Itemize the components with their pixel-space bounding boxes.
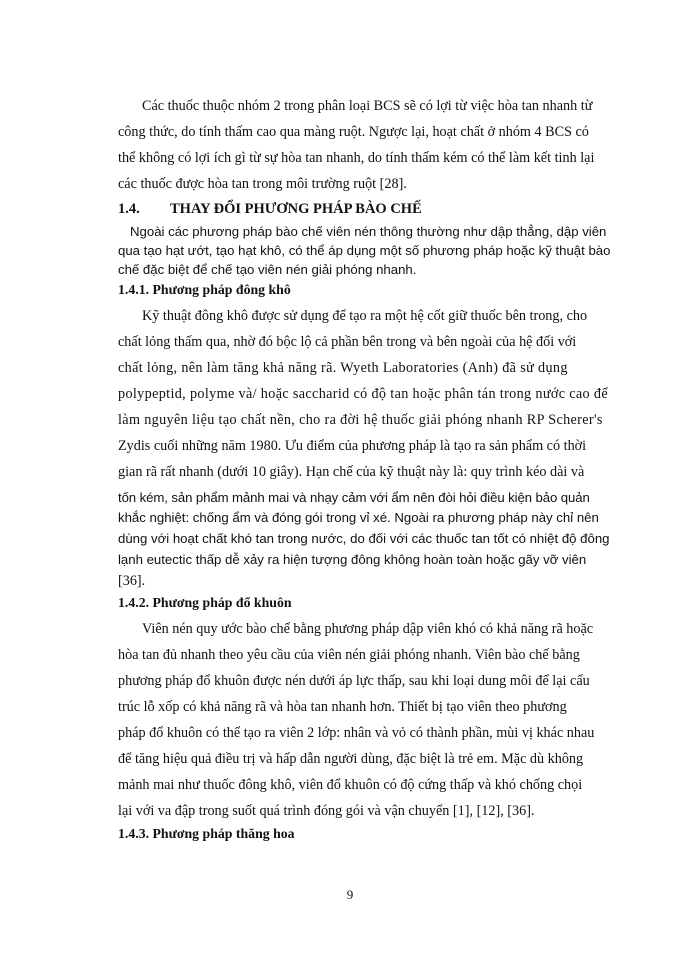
para3-line-10: dùng với hoạt chất khó tan trong nước, do đối với các thuốc tan tốt có nhiệt độ đông bbox=[118, 531, 610, 546]
section-heading-1-4-2: 1.4.2. Phương pháp đổ khuôn bbox=[118, 595, 292, 610]
para3-line-11: lạnh eutectic thấp dễ xảy ra hiện tượng đông không hoàn toàn hoặc gãy vỡ viên bbox=[118, 552, 587, 567]
para4-line-3: phương pháp đổ khuôn được nén dưới áp lực thấp, sau khi loại dung môi để lại cấu bbox=[118, 673, 590, 689]
para1-line-4: các thuốc được hòa tan trong môi trường ruột [28]. bbox=[118, 176, 407, 192]
section-number: 1.4. bbox=[118, 201, 140, 217]
para1-line-3: thể không có lợi ích gì từ sự hòa tan nhanh, do tính thấm kém có thể làm kết tinh lại bbox=[118, 150, 595, 166]
para4-line-5: pháp đổ khuôn có thể tạo ra viên 2 lớp: nhân và vỏ có thành phần, mùi vị khác nhau bbox=[118, 725, 595, 741]
para2-line-2: qua tạo hạt ướt, tạo hạt khô, có thể áp dụng một số phương pháp hoặc kỹ thuật bào bbox=[118, 243, 611, 258]
section-title: THAY ĐỔI PHƯƠNG PHÁP BÀO CHẾ bbox=[170, 201, 422, 217]
para2-line-3: chế đặc biệt để chế tạo viên nén giải phóng nhanh. bbox=[118, 262, 417, 277]
section-heading-1-4-3: 1.4.3. Phương pháp thăng hoa bbox=[118, 826, 295, 841]
para3-line-9: khắc nghiệt: chống ẩm và đóng gói trong vỉ xé. Ngoài ra phương pháp này chỉ nên bbox=[118, 510, 599, 525]
para4-line-6: để tăng hiệu quả điều trị và hấp dẫn người dùng, đặc biệt là trẻ em. Mặc dù không bbox=[118, 751, 584, 767]
para3-line-5: làm nguyên liệu tạo chất nền, cho ra đời hệ thuốc giải phóng nhanh RP Scherer's bbox=[118, 412, 603, 428]
para4-line-4: trúc lỗ xốp có khả năng rã và hòa tan nhanh hơn. Thiết bị tạo viên theo phương bbox=[118, 699, 567, 715]
page-number: 9 bbox=[346, 887, 354, 902]
para3-line-6: Zydis cuối những năm 1980. Ưu điểm của phương pháp là tạo ra sản phẩm có thời bbox=[118, 438, 587, 454]
para4-line-8: lại với va đập trong suốt quá trình đóng gói và vận chuyển [1], [12], [36]. bbox=[118, 803, 535, 819]
para3-line-3: chất lỏng, nên làm tăng khả năng rã. Wyeth Laboratories (Anh) đã sử dụng bbox=[118, 360, 568, 376]
para3-line-8: tốn kém, sản phẩm mảnh mai và nhạy cảm với ẩm nên đòi hỏi điều kiện bảo quản bbox=[118, 490, 590, 505]
para3-line-2: chất lỏng thấm qua, nhờ đó bộc lộ cả phần bên trong và bên ngoài của hệ đối với bbox=[118, 334, 577, 350]
para1-line-2: công thức, do tính thấm cao qua màng ruột. Ngược lại, hoạt chất ở nhóm 4 BCS có bbox=[118, 124, 589, 140]
section-heading-1-4-1: 1.4.1. Phương pháp đông khô bbox=[118, 282, 291, 297]
para3-line-7: gian rã rất nhanh (dưới 10 giây). Hạn chế của kỹ thuật này là: quy trình kéo dài và bbox=[118, 464, 585, 480]
para4-line-7: mảnh mai như thuốc đông khô, viên đổ khuôn có độ cứng thấp và khó chống chọi bbox=[118, 777, 583, 793]
section-heading-1-4 bbox=[118, 199, 635, 219]
para3-line-1: Kỹ thuật đông khô được sử dụng để tạo ra một hệ cốt giữ thuốc bên trong, cho bbox=[142, 308, 588, 324]
para1-line-1: Các thuốc thuộc nhóm 2 trong phân loại BCS sẽ có lợi từ việc hòa tan nhanh từ bbox=[142, 98, 593, 114]
para4-line-1: Viên nén quy ước bào chế bằng phương pháp dập viên khó có khả năng rã hoặc bbox=[142, 621, 594, 637]
para4-line-2: hòa tan đủ nhanh theo yêu cầu của viên nén giải phóng nhanh. Viên bào chế bằng bbox=[118, 647, 580, 663]
para3-line-12: [36]. bbox=[118, 573, 146, 589]
para3-line-4: polypeptid, polyme và/ hoặc saccharid có độ tan hoặc phân tán trong nước cao để bbox=[118, 386, 608, 402]
para2-line-1: Ngoài các phương pháp bào chế viên nén thông thường như dập thẳng, dập viên bbox=[130, 224, 607, 239]
